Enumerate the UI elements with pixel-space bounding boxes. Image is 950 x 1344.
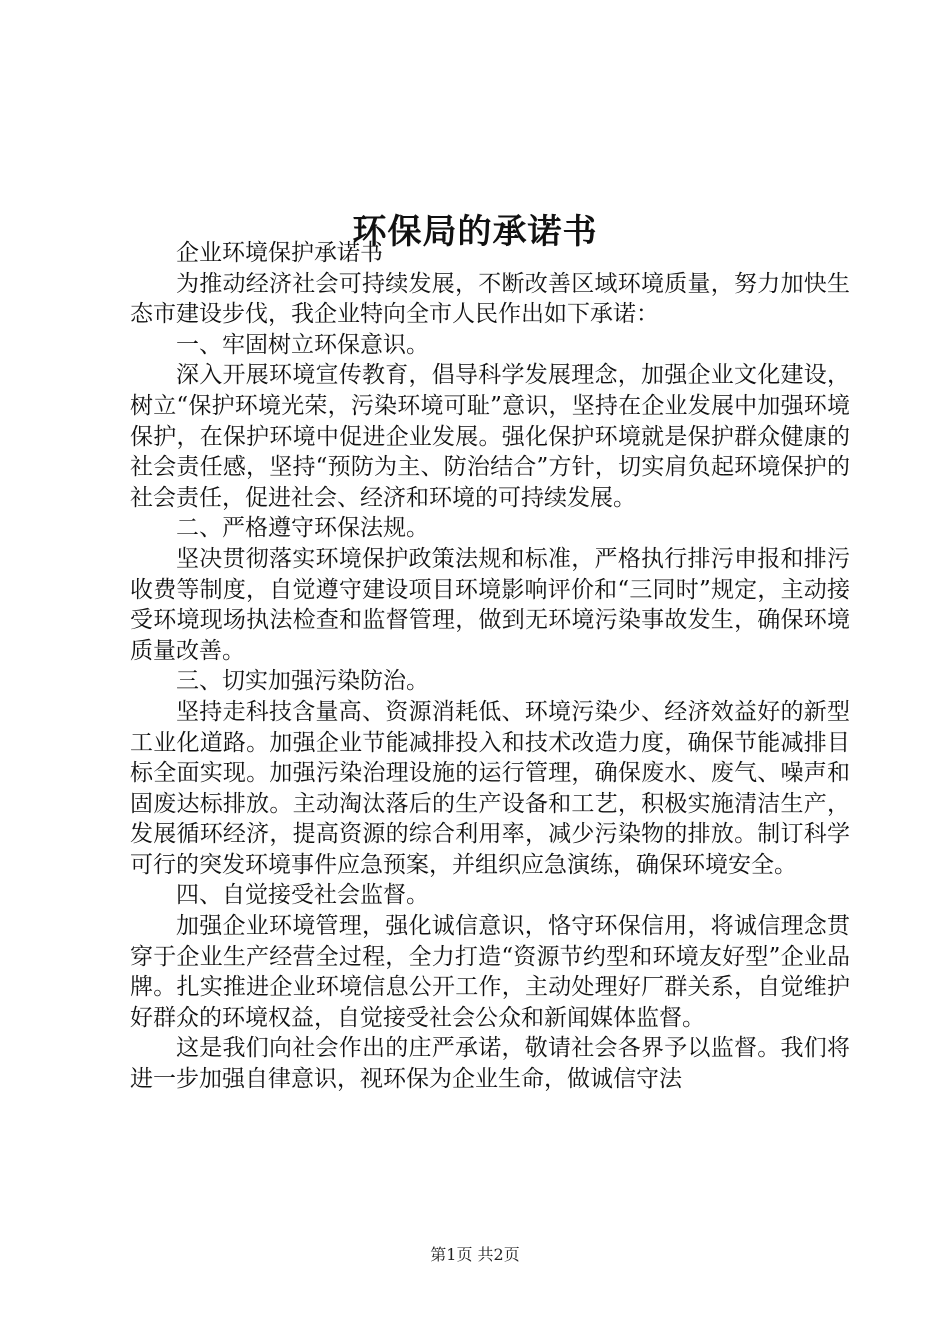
page-footer: 第1页 共2页 <box>430 1245 520 1264</box>
section-heading-1: 一、牢固树立环保意识。 <box>176 331 429 358</box>
paragraph-section-4: 加强企业环境管理，强化诚信意识，恪守环保信用，将诚信理念贯穿于企业生产经营全过程，全力打造“资源节约型和环境友好型”企业品牌。扎实推进企业环境信息公开工作，主动处理好厂群关系，自觉维护好群众的环境权益，自觉接受社会公众和新闻媒体监督。 <box>130 913 850 1031</box>
section-heading-3: 三、切实加强污染防治。 <box>176 668 429 695</box>
section-heading-4: 四、自觉接受社会监督。 <box>176 882 429 909</box>
paragraph-closing: 这是我们向社会作出的庄严承诺，敬请社会各界予以监督。我们将进一步加强自律意识，视环保为企业生命，做诚信守法 <box>130 1035 850 1093</box>
paragraph-section-1: 深入开展环境宣传教育，倡导科学发展理念，加强企业文化建设，树立“保护环境光荣，污染环境可耻”意识，坚持在企业发展中加强环境保护，在保护环境中促进企业发展。强化保护环境就是保护群众健康的社会责任感，坚持“预防为主、防治结合”方针，切实肩负起环境保护的社会责任，促进社会、经济和环境的可持续发展。 <box>130 362 850 511</box>
document-body <box>130 238 850 1095</box>
paragraph-section-3: 坚持走科技含量高、资源消耗低、环境污染少、经济效益好的新型工业化道路。加强企业节能减排投入和技术改造力度，确保节能减排目标全面实现。加强污染治理设施的运行管理，确保废水、废气、噪声和固废达标排放。主动淘汰落后的生产设备和工艺，积极实施清洁生产，发展循环经济，提高资源的综合利用率，减少污染物的排放。制订科学可行的突发环境事件应急预案，并组织应急演练，确保环境安全。 <box>130 698 850 878</box>
section-heading-2: 二、严格遵守环保法规。 <box>176 515 429 542</box>
paragraph-section-2: 坚决贯彻落实环境保护政策法规和标准，严格执行排污申报和排污收费等制度，自觉遵守建设项目环境影响评价和“三同时”规定，主动接受环境现场执法检查和监督管理，做到无环境污染事故发生，确保环境质量改善。 <box>130 545 850 664</box>
paragraph-intro: 为推动经济社会可持续发展，不断改善区域环境质量，努力加快生态市建设步伐，我企业特向全市人民作出如下承诺： <box>130 270 850 328</box>
paragraph-subtitle: 企业环境保护承诺书 <box>176 240 383 266</box>
document-title: 环保局的承诺书 <box>352 211 598 252</box>
